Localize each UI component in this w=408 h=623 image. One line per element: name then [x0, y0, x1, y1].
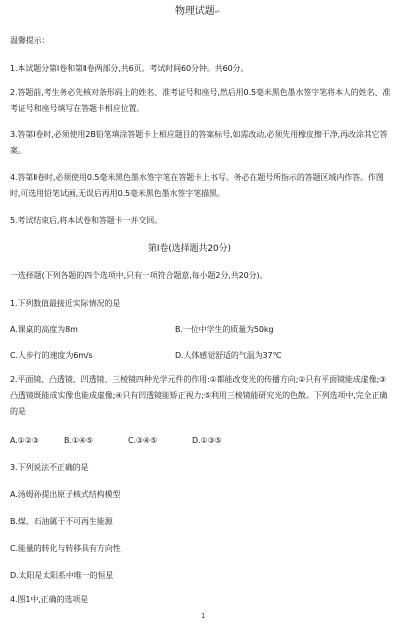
q3-option-b: B.煤、石油属于不可再生能源 — [10, 517, 113, 526]
page-number: 1 — [201, 612, 206, 620]
q3-option-d: D.太阳是太阳系中唯一的恒星 — [10, 571, 114, 580]
q3-option-a: A.汤姆孙提出原子核式结构模型 — [10, 490, 121, 499]
q3-option-c: C.能量的转化与转移具有方向性 — [10, 544, 121, 553]
notice-item-5: 5.考试结束后,将本试卷和答题卡一并交回。 — [10, 216, 163, 225]
q1-stem: 1.下列数值最接近实际情况的是 — [10, 299, 121, 308]
q4-stem: 4.图1中,正确的选项是 — [10, 595, 89, 604]
q2-option-b: B.①④⑤ — [64, 436, 94, 445]
q2-option-d: D.①③⑤ — [192, 436, 222, 445]
q1-option-a: A.课桌的高度为8m — [10, 325, 78, 334]
notice-heading: 温馨提示： — [10, 36, 50, 45]
q1-option-d: D.人体感觉舒适的气温为37℃ — [175, 351, 282, 360]
section-title: 第Ⅰ卷(选择题共20分) — [148, 244, 231, 254]
notice-item-1: 1.本试题分第Ⅰ卷和第Ⅱ卷两部分,共6页。考试时间60分钟。共60分。 — [10, 64, 249, 73]
notice-item-4: 4.答第Ⅱ卷时,必须使用0.5毫米黑色墨水签字笔在答题卡上书写。务必在题号所指示的答题区域内作答。作图时,可选用铅笔试画,无误后再用0.5毫米黑色墨水签字笔描黑。 — [10, 173, 384, 198]
q2-option-a: A.①②③ — [10, 436, 39, 445]
notice-item-3: 3.答第Ⅰ卷时,必须使用2B铅笔填涂答题卡上相应题目的答案标号,如需改动,必须先用橡皮擦干净,再改涂其它答案。 — [10, 130, 388, 155]
q2-stem: 2.平面镜、凸透镜、凹透镜、三棱镜四种光学元件的作用:①都能改变光的传播方向;②只有平面镜能成虚像;③凸透镜既能成实像也能成虚像;④只有凹透镜能矫正视力;⑤利用三棱镜能研究光的色散。下列选项中,完全正确的是 — [10, 375, 388, 416]
notice-item-2: 2.答题前,考生务必先核对条形码上的姓名、准考证号和座号,然后用0.5毫米黑色墨水签字笔将本人的姓名、准考证号和座号填写在答题卡相应位置。 — [10, 88, 391, 113]
q1-option-b: B.一位中学生的质量为50kg — [175, 325, 274, 334]
q2-option-c: C.③④⑤ — [128, 436, 158, 445]
q3-stem: 3.下列说法不正确的是 — [10, 463, 89, 472]
page-title: 物理试题↵ — [175, 6, 221, 17]
q1-option-c: C.人步行的速度为6m/s — [10, 351, 93, 360]
section-intro: 一选择题(下列各题的四个选项中,只有一项符合题意,每小题2分,共20分)。 — [10, 271, 268, 280]
